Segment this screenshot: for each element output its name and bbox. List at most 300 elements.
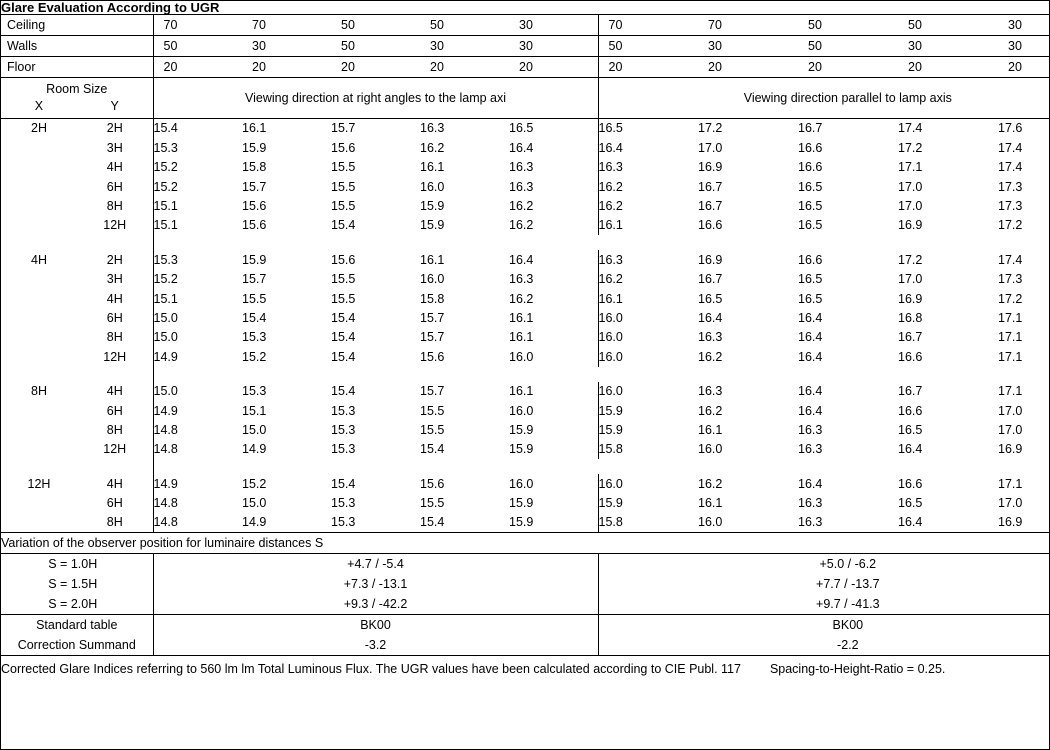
ugr-value: 17.1 bbox=[998, 310, 1023, 325]
ugr-value: 16.4 bbox=[798, 330, 823, 345]
ugr-value: 16.4 bbox=[698, 310, 723, 325]
reflectance-row-floor bbox=[1, 57, 1050, 78]
room-x bbox=[1, 177, 77, 196]
ugr-value: 15.3 bbox=[331, 496, 356, 511]
ugr-value: 15.9 bbox=[598, 422, 623, 437]
ugr-value: 15.0 bbox=[242, 422, 267, 437]
table-row bbox=[1, 119, 1050, 139]
ugr-value: 15.1 bbox=[153, 218, 178, 233]
ugr-value: 16.7 bbox=[798, 121, 823, 136]
ugr-value: 14.9 bbox=[153, 403, 178, 418]
ugr-value: 16.2 bbox=[598, 272, 623, 287]
ugr-value: 15.2 bbox=[153, 179, 178, 194]
ugr-value: 15.3 bbox=[331, 515, 356, 530]
floor-value-1: 20 bbox=[153, 57, 242, 78]
standard-table-label: Standard table bbox=[1, 615, 153, 636]
ugr-value: 16.2 bbox=[598, 199, 623, 213]
ugr-value: 16.9 bbox=[698, 160, 723, 175]
ugr-value: 16.2 bbox=[698, 349, 723, 364]
room-x bbox=[1, 513, 77, 533]
ugr-value: 15.9 bbox=[242, 140, 267, 155]
ugr-value: 16.0 bbox=[698, 442, 723, 457]
ugr-value: 17.2 bbox=[898, 140, 923, 155]
footer-note bbox=[1, 656, 1050, 683]
correction-perpendicular: -3.2 bbox=[153, 635, 598, 656]
ugr-value: 16.5 bbox=[509, 119, 598, 139]
ugr-value: 14.9 bbox=[242, 442, 267, 457]
ugr-value: 15.6 bbox=[242, 218, 267, 233]
ugr-value: 15.8 bbox=[598, 515, 623, 530]
floor-value-8: 20 bbox=[798, 57, 898, 78]
room-x bbox=[1, 158, 77, 177]
ugr-value: 15.4 bbox=[153, 121, 178, 136]
table-row bbox=[1, 177, 1050, 196]
ugr-value: 16.3 bbox=[698, 384, 723, 399]
room-x bbox=[1, 328, 77, 347]
ugr-value: 15.8 bbox=[420, 291, 445, 306]
room-y: 3H bbox=[77, 270, 153, 289]
ugr-value: 15.2 bbox=[242, 349, 267, 364]
ugr-value: 16.9 bbox=[698, 252, 723, 267]
ugr-value: 16.7 bbox=[698, 272, 723, 287]
ugr-value: 16.4 bbox=[898, 442, 923, 457]
ugr-value: 15.6 bbox=[420, 476, 445, 491]
ugr-value: 16.4 bbox=[598, 140, 623, 155]
table-row bbox=[1, 328, 1050, 347]
variation-row bbox=[1, 574, 1050, 594]
ugr-value: 16.2 bbox=[420, 140, 445, 155]
ugr-value: 17.2 bbox=[898, 252, 923, 267]
ugr-value: 17.0 bbox=[898, 199, 923, 213]
standard-table-parallel: BK00 bbox=[832, 618, 864, 633]
ugr-value: 16.1 bbox=[698, 496, 723, 511]
table-row bbox=[1, 289, 1050, 308]
ceiling-value-3: 50 bbox=[331, 15, 420, 36]
table-row bbox=[1, 197, 1050, 216]
variation-label: S = 1.5H bbox=[1, 574, 153, 594]
ugr-value: 15.0 bbox=[153, 330, 178, 345]
ugr-value: 15.7 bbox=[242, 272, 267, 287]
variation-label: S = 2.0H bbox=[1, 594, 153, 615]
table-row bbox=[1, 270, 1050, 289]
ceiling-value-5: 30 bbox=[509, 15, 598, 36]
footer-text: Corrected Glare Indices referring to 560 lm lm Total Luminous Flux. The UGR values have been calculated according to CIE Publ. 117 bbox=[1, 662, 741, 677]
walls-value-1: 50 bbox=[153, 36, 242, 57]
floor-value-5: 20 bbox=[509, 57, 598, 78]
ugr-value: 16.1 bbox=[598, 291, 623, 306]
ugr-value: 16.0 bbox=[598, 476, 623, 491]
ugr-value: 15.4 bbox=[420, 515, 445, 530]
floor-label: Floor bbox=[1, 57, 153, 78]
room-size-y-label: Y bbox=[110, 99, 119, 113]
ugr-value: 14.8 bbox=[153, 515, 178, 530]
ugr-value: 17.1 bbox=[998, 476, 1023, 491]
standard-table-row bbox=[1, 615, 1050, 636]
ugr-value: 14.9 bbox=[242, 515, 267, 530]
ceiling-value-6: 70 bbox=[598, 15, 698, 36]
ugr-value: 17.1 bbox=[998, 349, 1023, 364]
ugr-value: 14.8 bbox=[153, 496, 178, 511]
ugr-value: 17.1 bbox=[998, 384, 1023, 399]
ceiling-label: Ceiling bbox=[1, 15, 153, 36]
ugr-value: 16.0 bbox=[509, 347, 598, 366]
ugr-value: 15.3 bbox=[331, 422, 356, 437]
table-row bbox=[1, 382, 1050, 401]
table-row bbox=[1, 494, 1050, 513]
variation-perpendicular: +7.3 / -13.1 bbox=[153, 574, 598, 594]
ugr-value: 16.3 bbox=[798, 515, 823, 530]
ugr-value: 16.3 bbox=[420, 121, 445, 136]
variation-parallel: +9.7 / -41.3 bbox=[598, 594, 1050, 615]
ugr-value: 16.1 bbox=[698, 422, 723, 437]
ugr-value: 16.5 bbox=[798, 218, 823, 233]
ugr-value: 15.7 bbox=[420, 330, 445, 345]
ceiling-value-7: 70 bbox=[698, 15, 798, 36]
ceiling-value-8: 50 bbox=[798, 15, 898, 36]
ugr-value: 15.9 bbox=[598, 496, 623, 511]
ugr-value: 16.5 bbox=[798, 291, 823, 306]
ugr-value: 17.3 bbox=[998, 179, 1023, 194]
ugr-value: 16.4 bbox=[798, 349, 823, 364]
ugr-value: 15.0 bbox=[242, 496, 267, 511]
page-title: Glare Evaluation According to UGR bbox=[1, 1, 1050, 15]
ugr-value: 16.2 bbox=[698, 476, 723, 491]
ugr-value: 16.0 bbox=[509, 474, 598, 493]
standard-table-perpendicular: BK00 bbox=[153, 615, 598, 636]
ugr-value: 16.2 bbox=[698, 403, 723, 418]
ugr-value: 15.6 bbox=[420, 349, 445, 364]
ugr-value: 15.1 bbox=[242, 403, 267, 418]
ugr-value: 17.4 bbox=[898, 121, 923, 136]
room-y: 8H bbox=[77, 328, 153, 347]
room-size-title: Room Size bbox=[46, 82, 108, 97]
ugr-value: 15.7 bbox=[242, 179, 267, 194]
walls-value-9: 30 bbox=[898, 36, 998, 57]
ugr-table bbox=[1, 1, 1050, 682]
ugr-value: 15.3 bbox=[242, 330, 267, 345]
ugr-value: 17.0 bbox=[998, 496, 1023, 511]
ugr-value: 16.2 bbox=[509, 216, 598, 235]
table-row bbox=[1, 513, 1050, 533]
ugr-value: 15.5 bbox=[420, 403, 445, 418]
table-row bbox=[1, 138, 1050, 157]
ugr-value: 16.3 bbox=[598, 252, 623, 267]
ugr-value: 16.6 bbox=[898, 349, 923, 364]
variation-parallel: +5.0 / -6.2 bbox=[819, 557, 877, 572]
ugr-value: 16.6 bbox=[798, 140, 823, 155]
ugr-value: 15.1 bbox=[153, 291, 178, 306]
ugr-value: 15.5 bbox=[331, 272, 356, 287]
ugr-value: 15.1 bbox=[153, 199, 178, 213]
table-row bbox=[1, 309, 1050, 328]
correction-summand-label: Correction Summand bbox=[1, 635, 153, 656]
room-y: 2H bbox=[77, 250, 153, 269]
ugr-value: 15.2 bbox=[242, 476, 267, 491]
ugr-value: 16.3 bbox=[509, 270, 598, 289]
ugr-value: 16.1 bbox=[509, 328, 598, 347]
ugr-value: 15.7 bbox=[420, 384, 445, 399]
ugr-value: 17.0 bbox=[898, 272, 923, 287]
room-y: 4H bbox=[77, 289, 153, 308]
table-row bbox=[1, 474, 1050, 493]
viewing-direction-header-row bbox=[1, 78, 1050, 119]
ugr-value: 16.0 bbox=[598, 349, 623, 364]
ugr-value: 16.2 bbox=[598, 179, 623, 194]
room-x bbox=[1, 197, 77, 216]
correction-parallel: -2.2 bbox=[598, 635, 1050, 656]
walls-value-6: 50 bbox=[598, 36, 698, 57]
room-y: 2H bbox=[77, 119, 153, 139]
ugr-value: 17.3 bbox=[998, 272, 1023, 287]
ugr-value: 16.6 bbox=[898, 476, 923, 491]
ugr-value: 15.9 bbox=[420, 199, 445, 213]
ugr-value: 15.5 bbox=[331, 291, 356, 306]
walls-value-5: 30 bbox=[509, 36, 598, 57]
ugr-value: 16.4 bbox=[509, 250, 598, 269]
ugr-value: 15.7 bbox=[331, 121, 356, 136]
ugr-value: 16.6 bbox=[798, 252, 823, 267]
reflectance-row-ceiling bbox=[1, 15, 1050, 36]
ugr-value: 15.8 bbox=[598, 442, 623, 457]
room-x bbox=[1, 309, 77, 328]
table-row bbox=[1, 347, 1050, 366]
ugr-value: 16.4 bbox=[509, 138, 598, 157]
ugr-value: 15.4 bbox=[242, 310, 267, 325]
ugr-value: 17.2 bbox=[698, 121, 723, 136]
ugr-value: 16.7 bbox=[698, 179, 723, 194]
ugr-value: 16.7 bbox=[698, 199, 723, 213]
ugr-value: 15.7 bbox=[420, 310, 445, 325]
ugr-value: 14.8 bbox=[153, 422, 178, 437]
ugr-value: 17.1 bbox=[998, 330, 1023, 345]
ugr-value: 15.4 bbox=[331, 330, 356, 345]
ugr-value: 16.4 bbox=[798, 384, 823, 399]
variation-parallel: +7.7 / -13.7 bbox=[816, 577, 880, 592]
walls-label: Walls bbox=[1, 36, 153, 57]
ugr-value: 16.1 bbox=[242, 121, 267, 136]
ugr-value: 16.1 bbox=[420, 252, 445, 267]
room-y: 6H bbox=[77, 401, 153, 420]
ugr-value: 15.2 bbox=[153, 160, 178, 175]
ugr-value: 16.4 bbox=[798, 403, 823, 418]
walls-value-8: 50 bbox=[798, 36, 898, 57]
floor-value-7: 20 bbox=[698, 57, 798, 78]
room-y: 4H bbox=[77, 474, 153, 493]
ugr-value: 17.4 bbox=[998, 140, 1023, 155]
correction-summand-row bbox=[1, 635, 1050, 656]
room-x bbox=[1, 216, 77, 235]
ugr-value: 16.0 bbox=[420, 179, 445, 194]
ugr-value: 16.6 bbox=[698, 218, 723, 233]
variation-row bbox=[1, 554, 1050, 575]
ugr-value: 17.3 bbox=[998, 199, 1023, 213]
variation-row bbox=[1, 594, 1050, 615]
walls-value-3: 50 bbox=[331, 36, 420, 57]
room-y: 6H bbox=[77, 309, 153, 328]
ugr-value: 16.4 bbox=[798, 476, 823, 491]
ugr-value: 16.8 bbox=[898, 310, 923, 325]
room-x: 8H bbox=[31, 384, 47, 399]
walls-value-7: 30 bbox=[698, 36, 798, 57]
group-spacer bbox=[1, 367, 1050, 382]
room-x: 4H bbox=[31, 252, 47, 267]
room-y: 4H bbox=[77, 158, 153, 177]
ugr-value: 16.1 bbox=[420, 160, 445, 175]
ugr-value: 16.0 bbox=[598, 384, 623, 399]
ugr-value: 15.3 bbox=[331, 403, 356, 418]
ugr-value: 15.9 bbox=[509, 494, 598, 513]
ugr-value: 16.1 bbox=[509, 309, 598, 328]
ugr-value: 15.5 bbox=[331, 160, 356, 175]
room-size-header bbox=[1, 78, 153, 119]
group-spacer bbox=[1, 459, 1050, 474]
ugr-value: 16.0 bbox=[598, 310, 623, 325]
ugr-value: 15.4 bbox=[331, 310, 356, 325]
ugr-value: 17.0 bbox=[898, 179, 923, 194]
room-x bbox=[1, 138, 77, 157]
ugr-value: 16.6 bbox=[898, 403, 923, 418]
ugr-value: 16.9 bbox=[998, 442, 1023, 457]
ugr-value: 15.3 bbox=[153, 252, 178, 267]
variation-perpendicular: +4.7 / -5.4 bbox=[153, 554, 598, 575]
room-x: 2H bbox=[31, 121, 47, 136]
ugr-value: 15.3 bbox=[331, 442, 356, 457]
viewing-direction-perpendicular-header: Viewing direction at right angles to the lamp axi bbox=[153, 78, 598, 119]
room-x bbox=[1, 420, 77, 439]
footer-row bbox=[1, 656, 1050, 683]
room-x bbox=[1, 347, 77, 366]
ugr-value: 15.4 bbox=[331, 476, 356, 491]
reflectance-row-walls bbox=[1, 36, 1050, 57]
ugr-value: 16.3 bbox=[698, 330, 723, 345]
ugr-value: 15.2 bbox=[153, 272, 178, 287]
floor-value-2: 20 bbox=[242, 57, 331, 78]
ugr-value: 17.2 bbox=[998, 291, 1023, 306]
ceiling-value-10: 30 bbox=[998, 15, 1050, 36]
room-y: 12H bbox=[77, 216, 153, 235]
table-row bbox=[1, 216, 1050, 235]
room-x bbox=[1, 289, 77, 308]
ugr-value: 16.6 bbox=[798, 160, 823, 175]
ceiling-value-9: 50 bbox=[898, 15, 998, 36]
ugr-value: 16.3 bbox=[798, 422, 823, 437]
ugr-value: 16.3 bbox=[798, 496, 823, 511]
room-x: 12H bbox=[27, 476, 51, 491]
ugr-value: 15.9 bbox=[420, 218, 445, 233]
ugr-value: 16.4 bbox=[898, 515, 923, 530]
walls-value-4: 30 bbox=[420, 36, 509, 57]
ugr-value: 16.1 bbox=[509, 382, 598, 401]
ugr-value: 16.7 bbox=[898, 384, 923, 399]
room-x bbox=[1, 401, 77, 420]
ugr-value: 16.2 bbox=[509, 197, 598, 216]
ugr-value: 16.9 bbox=[998, 515, 1023, 530]
title-row bbox=[1, 1, 1050, 15]
ugr-value: 15.8 bbox=[242, 160, 267, 175]
viewing-direction-parallel-header: Viewing direction parallel to lamp axis bbox=[598, 78, 1050, 119]
ugr-value: 15.5 bbox=[242, 291, 267, 306]
ugr-value: 15.3 bbox=[242, 384, 267, 399]
ceiling-value-1: 70 bbox=[153, 15, 242, 36]
room-y: 8H bbox=[77, 513, 153, 533]
ugr-value: 15.0 bbox=[153, 384, 178, 399]
ugr-value: 15.5 bbox=[331, 179, 356, 194]
floor-value-9: 20 bbox=[898, 57, 998, 78]
room-y: 6H bbox=[77, 494, 153, 513]
room-y: 12H bbox=[77, 347, 153, 366]
floor-value-10: 20 bbox=[998, 57, 1050, 78]
ugr-value: 15.5 bbox=[420, 496, 445, 511]
floor-value-6: 20 bbox=[598, 57, 698, 78]
ugr-value: 15.9 bbox=[509, 513, 598, 533]
ugr-value: 16.0 bbox=[598, 330, 623, 345]
ugr-value: 17.0 bbox=[998, 422, 1023, 437]
ugr-value: 16.3 bbox=[598, 160, 623, 175]
ugr-value: 16.5 bbox=[798, 179, 823, 194]
variation-header-row bbox=[1, 533, 1050, 554]
ugr-value: 15.3 bbox=[153, 140, 178, 155]
ugr-value: 17.1 bbox=[898, 160, 923, 175]
ugr-value: 14.9 bbox=[153, 476, 178, 491]
room-x bbox=[1, 440, 77, 459]
room-y: 12H bbox=[77, 440, 153, 459]
room-y: 4H bbox=[77, 382, 153, 401]
ugr-value: 14.9 bbox=[153, 349, 178, 364]
ugr-value: 15.9 bbox=[598, 403, 623, 418]
group-spacer bbox=[1, 235, 1050, 250]
ugr-value: 16.1 bbox=[598, 218, 623, 233]
ugr-value: 15.5 bbox=[331, 199, 356, 213]
ugr-value: 16.4 bbox=[798, 310, 823, 325]
ceiling-value-4: 50 bbox=[420, 15, 509, 36]
ugr-value: 15.6 bbox=[331, 140, 356, 155]
ugr-value: 17.4 bbox=[998, 160, 1023, 175]
room-y: 8H bbox=[77, 197, 153, 216]
room-y: 6H bbox=[77, 177, 153, 196]
table-row bbox=[1, 158, 1050, 177]
ugr-value: 17.4 bbox=[998, 252, 1023, 267]
ugr-value: 16.5 bbox=[798, 199, 823, 213]
ugr-value: 16.3 bbox=[509, 158, 598, 177]
table-row bbox=[1, 250, 1050, 269]
variation-label: S = 1.0H bbox=[1, 554, 153, 575]
variation-header: Variation of the observer position for luminaire distances S bbox=[1, 533, 1050, 554]
ugr-value: 14.8 bbox=[153, 442, 178, 457]
walls-value-2: 30 bbox=[242, 36, 331, 57]
ceiling-value-2: 70 bbox=[242, 15, 331, 36]
ugr-value: 17.0 bbox=[698, 140, 723, 155]
ugr-value: 16.0 bbox=[698, 515, 723, 530]
ugr-value: 15.6 bbox=[242, 199, 267, 213]
ugr-value: 16.5 bbox=[598, 121, 623, 136]
floor-value-4: 20 bbox=[420, 57, 509, 78]
table-row bbox=[1, 440, 1050, 459]
room-y: 3H bbox=[77, 138, 153, 157]
room-x bbox=[1, 494, 77, 513]
room-x bbox=[1, 270, 77, 289]
ugr-value: 16.9 bbox=[898, 218, 923, 233]
ugr-value: 15.0 bbox=[153, 310, 178, 325]
ugr-value: 15.9 bbox=[509, 420, 598, 439]
ugr-value: 16.5 bbox=[798, 272, 823, 287]
room-size-x-label: X bbox=[34, 99, 44, 113]
variation-perpendicular: +9.3 / -42.2 bbox=[153, 594, 598, 615]
ugr-value: 16.2 bbox=[509, 289, 598, 308]
ugr-value: 15.5 bbox=[420, 422, 445, 437]
table-row bbox=[1, 401, 1050, 420]
walls-value-10: 30 bbox=[998, 36, 1050, 57]
ugr-value: 17.6 bbox=[998, 121, 1023, 136]
